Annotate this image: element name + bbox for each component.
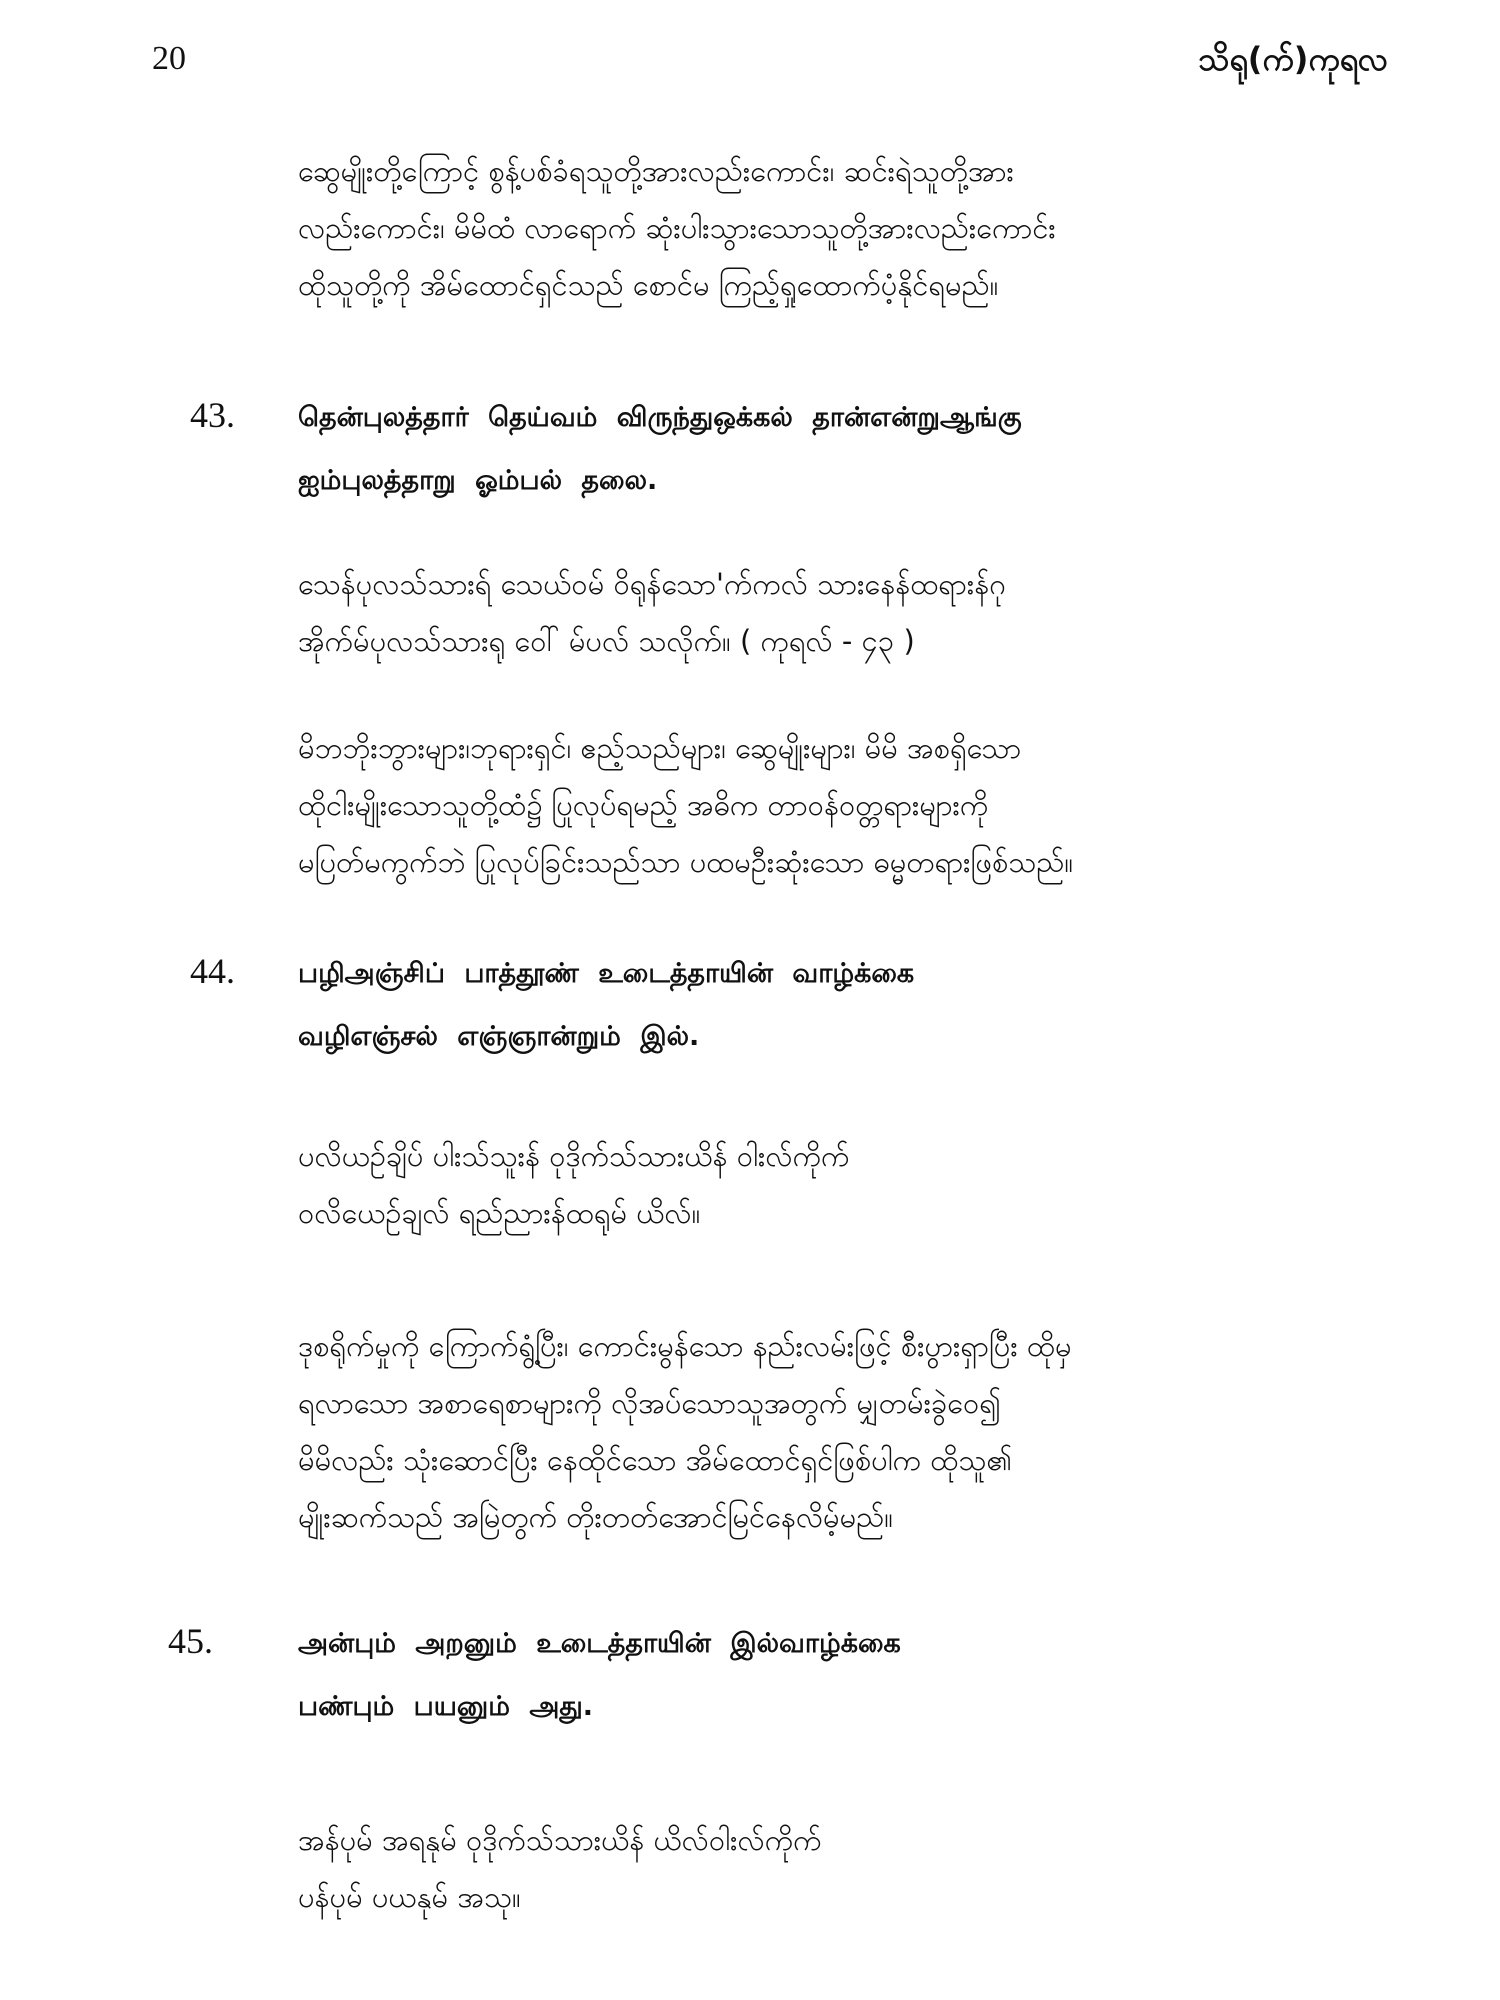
tamil-line: ஐம்புலத்தாறு ஓம்பல் தலை. bbox=[298, 465, 658, 496]
tamil-line: பழிஅஞ்சிப் பாத்தூண் உடைத்தாயின் வாழ்க்கை bbox=[298, 958, 915, 989]
tamil-line: தென்புலத்தார் தெய்வம் விருந்துஒக்கல் தான்என்றுஆங்கு bbox=[298, 402, 1022, 433]
text-line: ထိုသူတို့ကို အိမ်ထောင်ရှင်သည် စောင်မ ကြည့်ရှုထောက်ပံ့နိုင်ရမည်။ bbox=[298, 268, 999, 302]
text-line: ရလာသော အစာရေစာများကို လိုအပ်သောသူအတွက် မျှတမ်းခွဲဝေ၍ bbox=[298, 1386, 1001, 1420]
tamil-verse bbox=[298, 942, 1418, 1068]
text-line: မပြတ်မကွက်ဘဲ ပြုလုပ်ခြင်းသည်သာ ပထမဦးဆုံးသော ဓမ္မတရားဖြစ်သည်။ bbox=[298, 845, 1074, 879]
tamil-verse bbox=[298, 386, 1418, 512]
transliteration bbox=[298, 556, 1418, 670]
text-line: သေန်ပုလသ်သားရ် သေယ်ဝမ် ဝိရုန်သော'က်ကလ် သားနေန်ထရားန်ဂု bbox=[298, 567, 1006, 601]
text-line: ပလိယဉ်ချိပ် ပါးသ်သူးန် ဝုဒိုက်သ်သားယိန် ဝါးလ်ကိုက် bbox=[298, 1139, 850, 1173]
verse-number: 43. bbox=[190, 395, 235, 435]
text-line: လည်းကောင်း၊ မိမိထံ လာရောက် ဆုံးပါးသွားသောသူတို့အားလည်းကောင်း bbox=[298, 211, 1056, 245]
text-line: ပန်ပုမ် ပယနုမ် အသု။ bbox=[298, 1880, 521, 1914]
tamil-line: வழிஎஞ்சல் எஞ்ஞான்றும் இல். bbox=[298, 1021, 700, 1052]
intro-paragraph bbox=[298, 143, 1418, 314]
page-number: 20 bbox=[152, 40, 186, 77]
transliteration bbox=[298, 1128, 1418, 1242]
running-title: သိရု(က်)ကုရလ bbox=[1198, 40, 1388, 78]
tamil-line: பண்பும் பயனும் அது. bbox=[298, 1691, 594, 1722]
meaning-paragraph bbox=[298, 720, 1418, 891]
text-line: မိမိလည်း သုံးဆောင်ပြီး နေထိုင်သော အိမ်ထောင်ရှင်ဖြစ်ပါက ထိုသူ၏ bbox=[298, 1443, 1013, 1477]
meaning-paragraph bbox=[298, 1318, 1418, 1546]
transliteration bbox=[298, 1812, 1418, 1926]
text-line: ဝလိယေဉ်ချလ် ရည်ညားန်ထရုမ် ယိလ်။ bbox=[298, 1196, 701, 1230]
text-line: ထိုငါးမျိုးသောသူတို့ထံ၌ ပြုလုပ်ရမည့် အဓိက တာဝန်ဝတ္တရားများကို bbox=[298, 788, 989, 822]
verse-number: 45. bbox=[168, 1621, 213, 1661]
text-line: ဆွေမျိုးတို့ကြောင့် စွန့်ပစ်ခံရသူတို့အားလည်းကောင်း၊ ဆင်းရဲသူတို့အား bbox=[298, 154, 1014, 188]
verse-number: 44. bbox=[190, 951, 235, 991]
text-line: မျိုးဆက်သည် အမြဲတွက် တိုးတတ်အောင်မြင်နေလိမ့်မည်။ bbox=[298, 1500, 894, 1534]
text-line: ဒုစရိုက်မှုကို ကြောက်ရွံ့ပြီး၊ ကောင်းမွန်သော နည်းလမ်းဖြင့် စီးပွားရှာပြီး ထိုမှ bbox=[298, 1329, 1072, 1363]
tamil-line: அன்பும் அறனும் உடைத்தாயின் இல்வாழ்க்கை bbox=[298, 1628, 901, 1659]
text-line: အိုက်မ်ပုလသ်သားရု ဝေါ် မ်ပလ် သလိုက်။ ( ကုရလ် - ၄၃ ) bbox=[298, 624, 915, 658]
text-line: အန်ပုမ် အရနုမ် ဝုဒိုက်သ်သားယိန် ယိလ်ဝါးလ်ကိုက် bbox=[298, 1823, 822, 1857]
text-line: မိဘဘိုးဘွားများ၊ဘုရားရှင်၊ ဧည့်သည်များ၊ ဆွေမျိုးများ၊ မိမိ အစရှိသော bbox=[298, 731, 1022, 765]
tamil-verse bbox=[298, 1612, 1418, 1738]
